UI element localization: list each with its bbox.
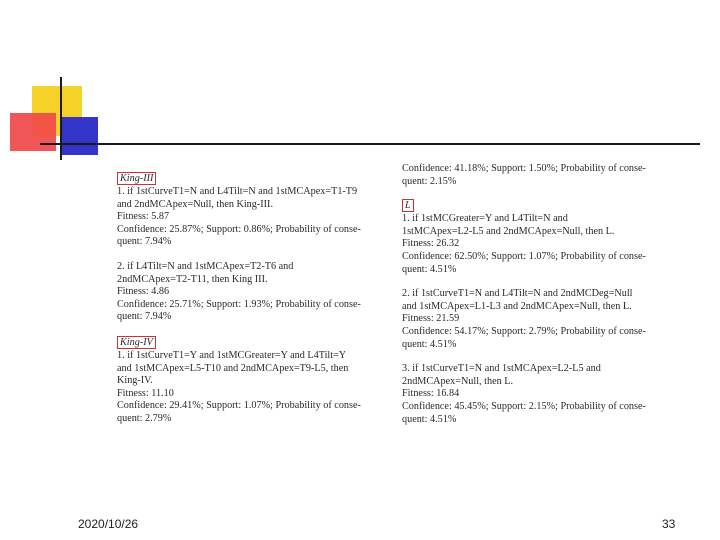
confidence-line: Confidence: 25.87%; Support: 0.86%; Probability of conse- [117, 223, 361, 235]
confidence-line: quent: 4.51% [402, 263, 457, 275]
king-iii-heading: King-III [117, 172, 156, 185]
confidence-line: Confidence: 62.50%; Support: 1.07%; Probability of conse- [402, 250, 646, 262]
confidence-line: quent: 2.15% [402, 175, 457, 187]
fitness-line: Fitness: 4.86 [117, 286, 170, 298]
confidence-line: quent: 7.94% [117, 236, 172, 248]
king-iv-heading: King-IV [117, 336, 156, 349]
logo-red-square [10, 113, 56, 151]
rule-line: and 2ndMCApex=Null, then King-III. [117, 198, 273, 210]
fitness-line: Fitness: 11.10 [117, 387, 174, 399]
rule-line: King-IV. [117, 375, 153, 387]
rule-line: 3. if 1stCurveT1=N and 1stMCApex=L2-L5 and [402, 363, 601, 375]
right-column [402, 163, 678, 426]
confidence-line: Confidence: 25.71%; Support: 1.93%; Probability of conse- [117, 298, 361, 310]
fitness-line: Fitness: 16.84 [402, 388, 460, 400]
fitness-line: Fitness: 26.32 [402, 238, 460, 250]
confidence-line: quent: 2.79% [117, 412, 172, 424]
rule-line: 1. if 1stCurveT1=Y and 1stMCGreater=Y and L4Tilt=Y [117, 349, 347, 361]
rule-line: 2. if 1stCurveT1=N and L4Tilt=N and 2ndMCDeg=Null [402, 288, 633, 300]
logo-blue-square [60, 117, 98, 155]
rule-line: 1stMCApex=L2-L5 and 2ndMCApex=Null, then L. [402, 225, 615, 237]
confidence-line: Confidence: 54.17%; Support: 2.79%; Probability of conse- [402, 325, 646, 337]
confidence-line: Confidence: 45.45%; Support: 2.15%; Probability of conse- [402, 400, 646, 412]
left-column [117, 172, 389, 426]
page-number: 33 [662, 517, 676, 531]
footer-date: 2020/10/26 [78, 517, 139, 531]
rule-line: and 1stMCApex=L1-L3 and 2ndMCApex=Null, then L. [402, 300, 632, 312]
confidence-line: Confidence: 29.41%; Support: 1.07%; Probability of conse- [117, 400, 361, 412]
rule-line: 1. if 1stMCGreater=Y and L4Tilt=N and [402, 213, 568, 225]
confidence-line: quent: 4.51% [402, 338, 457, 350]
rule-line: 2ndMCApex=Null, then L. [402, 375, 514, 387]
confidence-line: quent: 7.94% [117, 311, 172, 323]
l-heading: L [402, 199, 414, 212]
title-rule [40, 143, 700, 145]
rule-line: 2ndMCApex=T2-T11, then King III. [117, 273, 268, 285]
rule-line: 1. if 1stCurveT1=N and L4Tilt=N and 1stMCApex=T1-T9 [117, 186, 358, 197]
confidence-line: quent: 4.51% [402, 413, 457, 425]
rule-line: 2. if L4Tilt=N and 1stMCApex=T2-T6 and [117, 260, 294, 272]
fitness-line: Fitness: 21.59 [402, 313, 460, 325]
confidence-line: Confidence: 41.18%; Support: 1.50%; Probability of conse- [402, 163, 646, 174]
fitness-line: Fitness: 5.87 [117, 211, 170, 223]
rule-line: and 1stMCApex=L5-T10 and 2ndMCApex=T9-L5, then [117, 362, 349, 374]
